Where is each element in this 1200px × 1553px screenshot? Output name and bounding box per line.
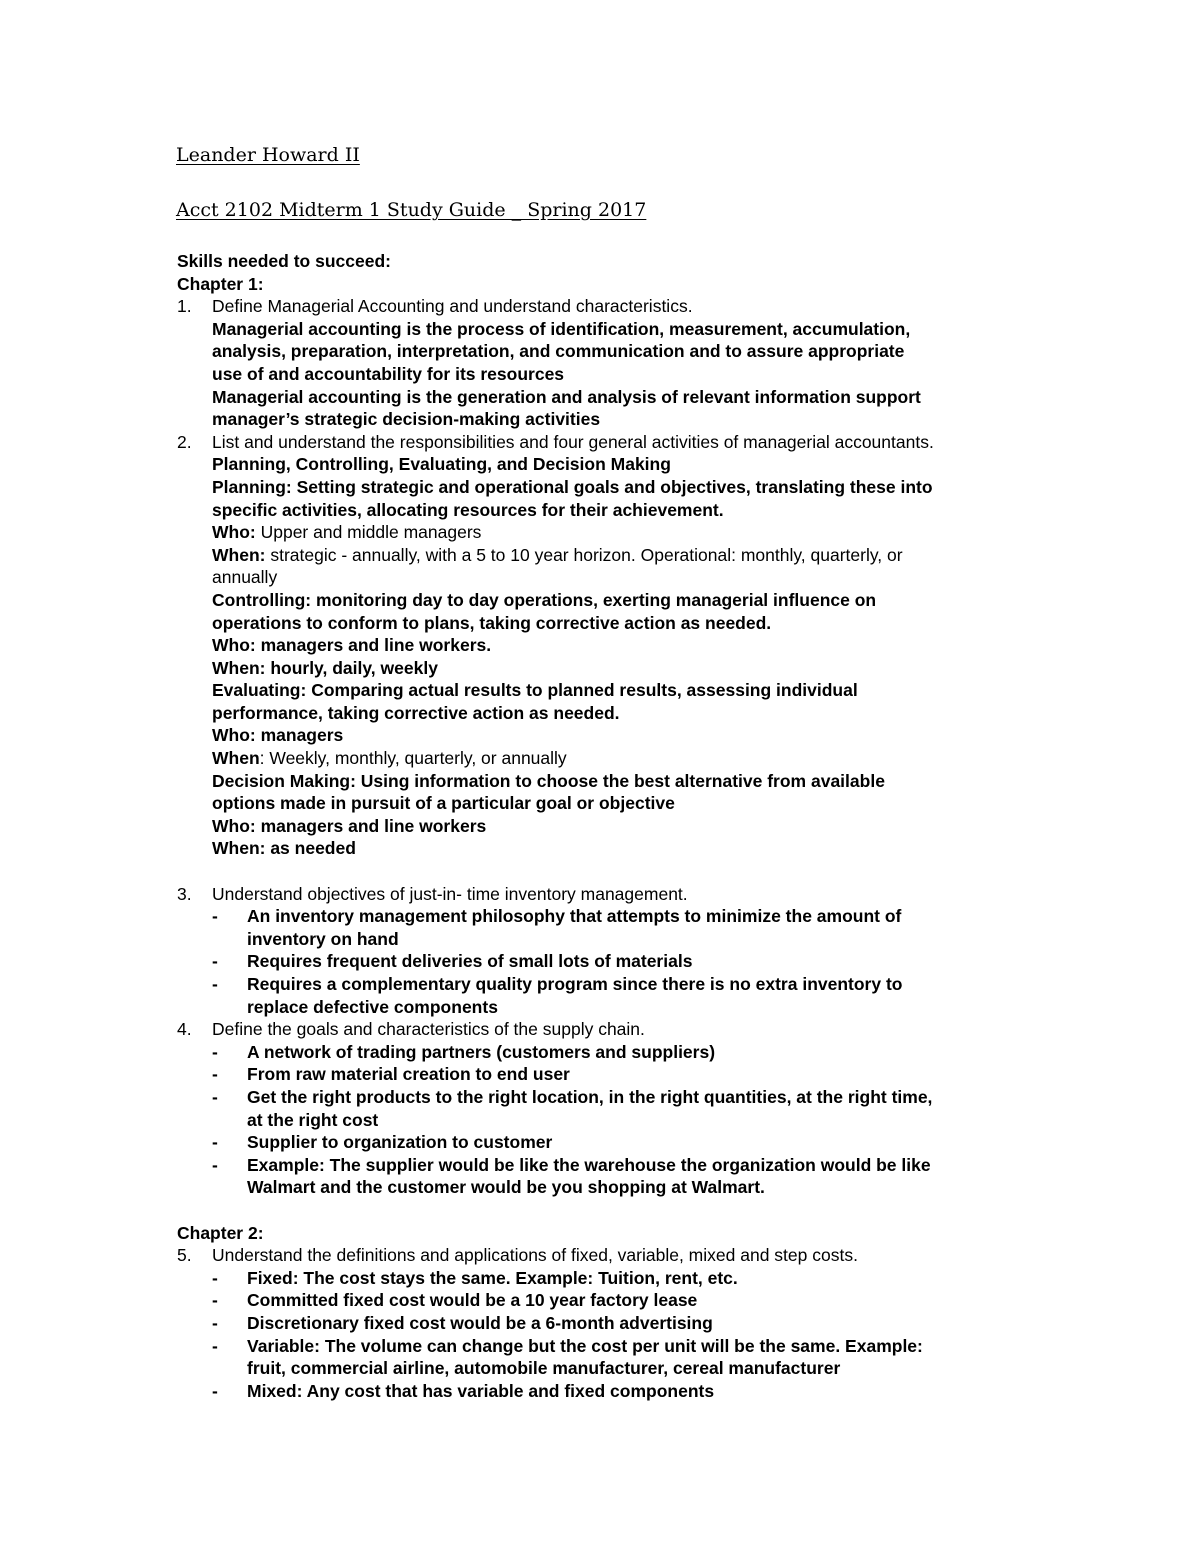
controlling-line: Controlling: monitoring day to day operations, exerting managerial influence on — [212, 589, 877, 610]
evaluating-when — [177, 747, 1057, 770]
bullet-text: Requires a complementary quality program since there is no extra inventory to — [247, 974, 903, 994]
evaluating-text: : Comparing actual results to planned results, assessing individual — [300, 680, 858, 701]
when-label: When — [212, 748, 260, 769]
bullet-text: Mixed: Any cost that has variable and fixed components — [247, 1380, 715, 1401]
bullet-dash: - — [212, 974, 218, 994]
chapter-2-heading: Chapter 2: — [177, 1222, 264, 1243]
bullet-item — [177, 1041, 1057, 1064]
question-text: List and understand the responsibilities and four general activities of managerial accountants. — [212, 431, 934, 452]
question-1 — [177, 295, 1057, 318]
bullet-text: From raw material creation to end user — [247, 1064, 570, 1085]
question-2 — [177, 431, 1057, 454]
bullet-line — [177, 1041, 1057, 1064]
bullet-line — [177, 1109, 1057, 1132]
bullet-text: Example: The supplier would be like the warehouse the organization would be like — [247, 1154, 931, 1175]
bullet-text: Requires frequent deliveries of small lots of materials — [247, 951, 693, 972]
bullet-dash: - — [212, 1064, 218, 1085]
bullet-text: replace defective components — [247, 996, 498, 1017]
bullet-text: Fixed: The cost stays the same. Example: Tuition, rent, etc. — [247, 1267, 738, 1288]
bullet-line — [177, 1063, 1057, 1086]
evaluating-label: Evaluating — [212, 680, 301, 701]
bullet-dash: - — [212, 1267, 218, 1288]
bullet-dash: - — [212, 1154, 218, 1175]
bullet-dash: - — [212, 906, 218, 927]
spacer — [177, 1199, 1057, 1222]
bullet-text: fruit, commercial airline, automobile manufacturer, cereal manufacturer — [247, 1358, 841, 1379]
bullet-text: An inventory management philosophy that attempts to minimize the amount of — [247, 906, 902, 927]
controlling-line: When: hourly, daily, weekly — [212, 657, 438, 678]
decision-who: Who: managers and line workers — [212, 815, 487, 836]
question-text: Define the goals and characteristics of the supply chain. — [212, 1019, 645, 1040]
bullet-item — [177, 1312, 1057, 1335]
bullet-text: Variable: The volume can change but the cost per unit will be the same. Example: — [247, 1335, 923, 1356]
bullet-line — [177, 1312, 1057, 1335]
question-text: Understand the definitions and applications of fixed, variable, mixed and step costs. — [212, 1245, 858, 1266]
question-text: Understand objectives of just-in- time inventory management. — [212, 883, 688, 904]
decision-definition — [177, 770, 1057, 793]
question-3 — [177, 883, 1057, 906]
bullet-text: Discretionary fixed cost would be a 6-month advertising — [247, 1312, 713, 1333]
bullet-line — [177, 928, 1057, 951]
question-number: 3. — [177, 883, 192, 904]
bullet-text: at the right cost — [247, 1109, 379, 1130]
bullet-text: inventory on hand — [247, 928, 399, 949]
question-number: 5. — [177, 1245, 192, 1266]
document-title: Acct 2102 Midterm 1 Study Guide _ Spring 2017 — [176, 199, 647, 221]
evaluating-definition — [177, 679, 1057, 702]
who-label: Who: — [212, 522, 256, 543]
answer-line: Managerial accounting is the process of identification, measurement, accumulation, — [212, 318, 911, 339]
spacer — [177, 860, 1057, 883]
bullet-line — [177, 905, 1057, 928]
controlling-line: Who: managers and line workers. — [212, 635, 492, 656]
bullet-text: A network of trading partners (customers and suppliers) — [247, 1041, 716, 1062]
question-text: Define Managerial Accounting and understand characteristics. — [212, 296, 693, 317]
bullet-line — [177, 950, 1057, 973]
bullet-line — [177, 1176, 1057, 1199]
answer-line: use of and accountability for its resources — [212, 363, 565, 384]
bullet-line — [177, 1086, 1057, 1109]
who-text: Upper and middle managers — [255, 522, 482, 543]
when-text: : Weekly, monthly, quarterly, or annually — [259, 748, 567, 769]
bullet-item — [177, 905, 1057, 950]
document-body — [177, 250, 1057, 1402]
bullet-item — [177, 1086, 1057, 1131]
bullet-line — [177, 1154, 1057, 1177]
controlling-line: operations to conform to plans, taking corrective action as needed. — [212, 612, 772, 633]
bullet-line — [177, 1289, 1057, 1312]
skills-heading: Skills needed to succeed: — [177, 251, 391, 271]
decision-definition-cont: options made in pursuit of a particular goal or objective — [212, 793, 675, 814]
bullet-dash: - — [212, 951, 218, 972]
chapter-1-heading: Chapter 1: — [177, 273, 264, 294]
bullet-item — [177, 1267, 1057, 1290]
planning-who — [177, 521, 1057, 544]
bullet-dash: - — [212, 1312, 218, 1333]
bullet-text: Walmart and the customer would be you shopping at Walmart. — [247, 1177, 765, 1198]
bullet-dash: - — [212, 1041, 218, 1062]
bullet-line — [177, 1131, 1057, 1154]
decision-label: Decision Making — [212, 770, 351, 791]
question-number: 1. — [177, 296, 192, 317]
evaluating-who: Who: managers — [212, 725, 344, 746]
when-text: strategic - annually, with a 5 to 10 year horizon. Operational: monthly, quarterly, or — [265, 544, 903, 565]
question-3-bullets — [177, 905, 1057, 1018]
answer-line: analysis, preparation, interpretation, and communication and to assure appropriate — [212, 341, 905, 362]
bullet-dash: - — [212, 1380, 218, 1401]
bullet-item — [177, 1154, 1057, 1199]
bullet-item — [177, 1335, 1057, 1380]
bullet-line — [177, 1335, 1057, 1358]
question-5-bullets — [177, 1267, 1057, 1403]
activities-summary: Planning, Controlling, Evaluating, and Decision Making — [212, 454, 671, 475]
evaluating-definition-cont: performance, taking corrective action as needed. — [212, 702, 620, 723]
planning-definition: specific activities, allocating resources for their achievement. — [212, 499, 724, 520]
bullet-text: Get the right products to the right location, in the right quantities, at the right time, — [247, 1086, 933, 1107]
answer-line: Managerial accounting is the generation and analysis of relevant information support — [212, 386, 921, 407]
bullet-item — [177, 950, 1057, 973]
bullet-item — [177, 1380, 1057, 1403]
bullet-line — [177, 1357, 1057, 1380]
decision-when: When: as needed — [212, 838, 356, 859]
bullet-text: Supplier to organization to customer — [247, 1132, 553, 1153]
answer-line: manager’s strategic decision-making activities — [212, 409, 601, 430]
bullet-line — [177, 1380, 1057, 1403]
question-4-bullets — [177, 1041, 1057, 1199]
bullet-line — [177, 973, 1057, 996]
bullet-line — [177, 1267, 1057, 1290]
planning-when-cont: annually — [212, 567, 278, 588]
question-5 — [177, 1244, 1057, 1267]
bullet-item — [177, 1289, 1057, 1312]
planning-definition: Planning: Setting strategic and operational goals and objectives, translating these into — [212, 476, 933, 497]
bullet-dash: - — [212, 1086, 218, 1107]
bullet-dash: - — [212, 1290, 218, 1311]
question-number: 2. — [177, 431, 192, 452]
bullet-item — [177, 973, 1057, 1018]
when-label: When: — [212, 544, 266, 565]
bullet-text: Committed fixed cost would be a 10 year factory lease — [247, 1290, 698, 1311]
bullet-line — [177, 996, 1057, 1019]
decision-text: : Using information to choose the best alternative from available — [350, 770, 885, 791]
question-4 — [177, 1018, 1057, 1041]
bullet-dash: - — [212, 1132, 218, 1153]
author-name: Leander Howard II — [176, 144, 360, 166]
bullet-dash: - — [212, 1335, 218, 1356]
question-number: 4. — [177, 1019, 192, 1040]
bullet-item — [177, 1131, 1057, 1154]
bullet-item — [177, 1063, 1057, 1086]
planning-when — [177, 544, 1057, 567]
